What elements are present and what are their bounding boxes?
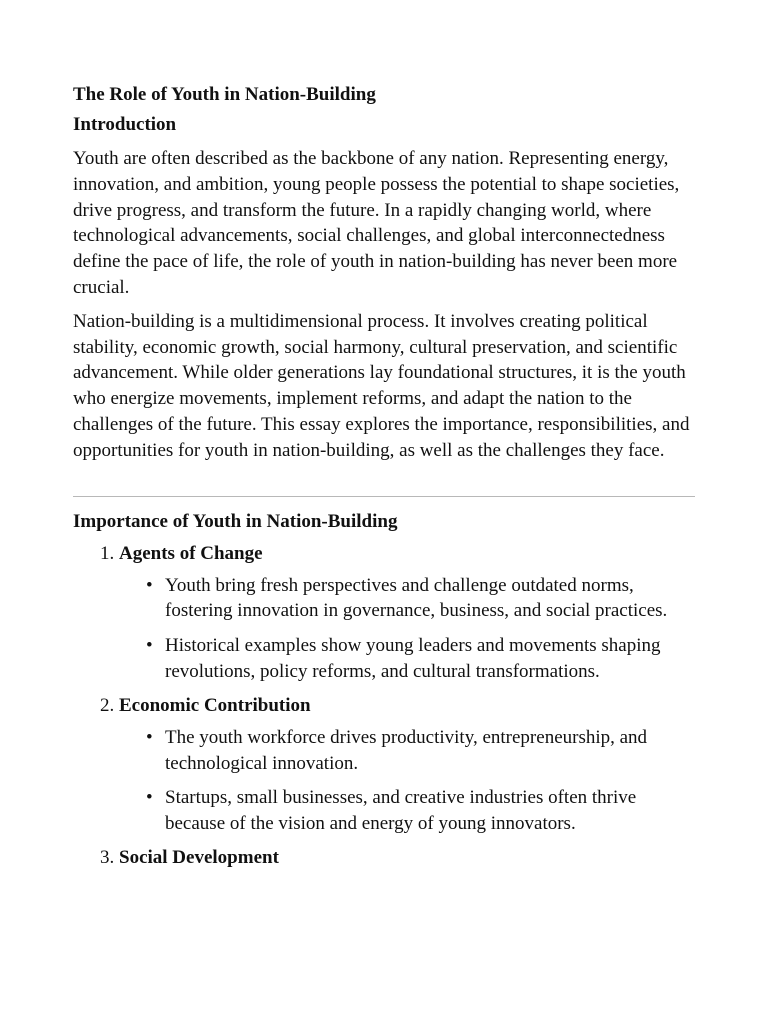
intro-paragraph-2: Nation-building is a multidimensional process. It involves creating political stability, economic growth, social harmony, cultural preservation, and scientific advancement. While older generations lay foundational structures, it is the youth who energize movements, implement reforms, and adapt the nation to the challenges of the future. This essay explores the importance, responsibilities, and opportunities for youth in nation-building, as well as the challenges they face. xyxy=(73,310,690,461)
item-number: 2. xyxy=(100,694,115,716)
sub-list xyxy=(73,725,695,837)
intro-paragraph-1: Youth are often described as the backbone of any nation. Representing energy, innovation, and ambition, young people possess the potential to shape societies, drive progress, and transform the future. In a rapidly changing world, where technological advancements, social challenges, and global interconnectedness define the pace of life, the role of youth in nation-building has never been more crucial. xyxy=(73,148,680,298)
list-item: • Youth bring fresh perspectives and challenge outdated norms, fostering innovation in governance, business, and social practices. xyxy=(146,574,668,622)
list-item-agents-of-change xyxy=(73,541,695,685)
list-item: • The youth workforce drives productivity, entrepreneurship, and technological innovation. xyxy=(146,726,648,774)
item-number: 1. xyxy=(100,542,115,564)
item-title: Economic Contribution xyxy=(119,694,311,716)
intro-heading: Introduction xyxy=(73,114,177,135)
bullet-icon: • xyxy=(146,726,153,748)
importance-list xyxy=(73,541,695,871)
item-number: 3. xyxy=(100,846,115,868)
importance-heading: Importance of Youth in Nation-Building xyxy=(73,510,398,532)
list-item: • Historical examples show young leaders and movements shaping revolutions, policy reforms, and cultural transformations. xyxy=(146,635,661,682)
bullet-icon: • xyxy=(146,787,153,809)
bullet-icon: • xyxy=(146,574,153,596)
document-page xyxy=(73,82,695,871)
list-item-economic-contribution xyxy=(73,693,695,837)
bullet-icon: • xyxy=(146,635,153,657)
list-item: • Startups, small businesses, and creative industries often thrive because of the vision and energy of young innovators. xyxy=(146,787,637,835)
item-title: Agents of Change xyxy=(119,542,263,564)
document-title: The Role of Youth in Nation-Building xyxy=(73,84,376,105)
section-divider xyxy=(73,496,695,497)
list-item-social-development xyxy=(73,845,695,871)
item-title: Social Development xyxy=(119,846,279,868)
sub-list xyxy=(73,573,695,685)
